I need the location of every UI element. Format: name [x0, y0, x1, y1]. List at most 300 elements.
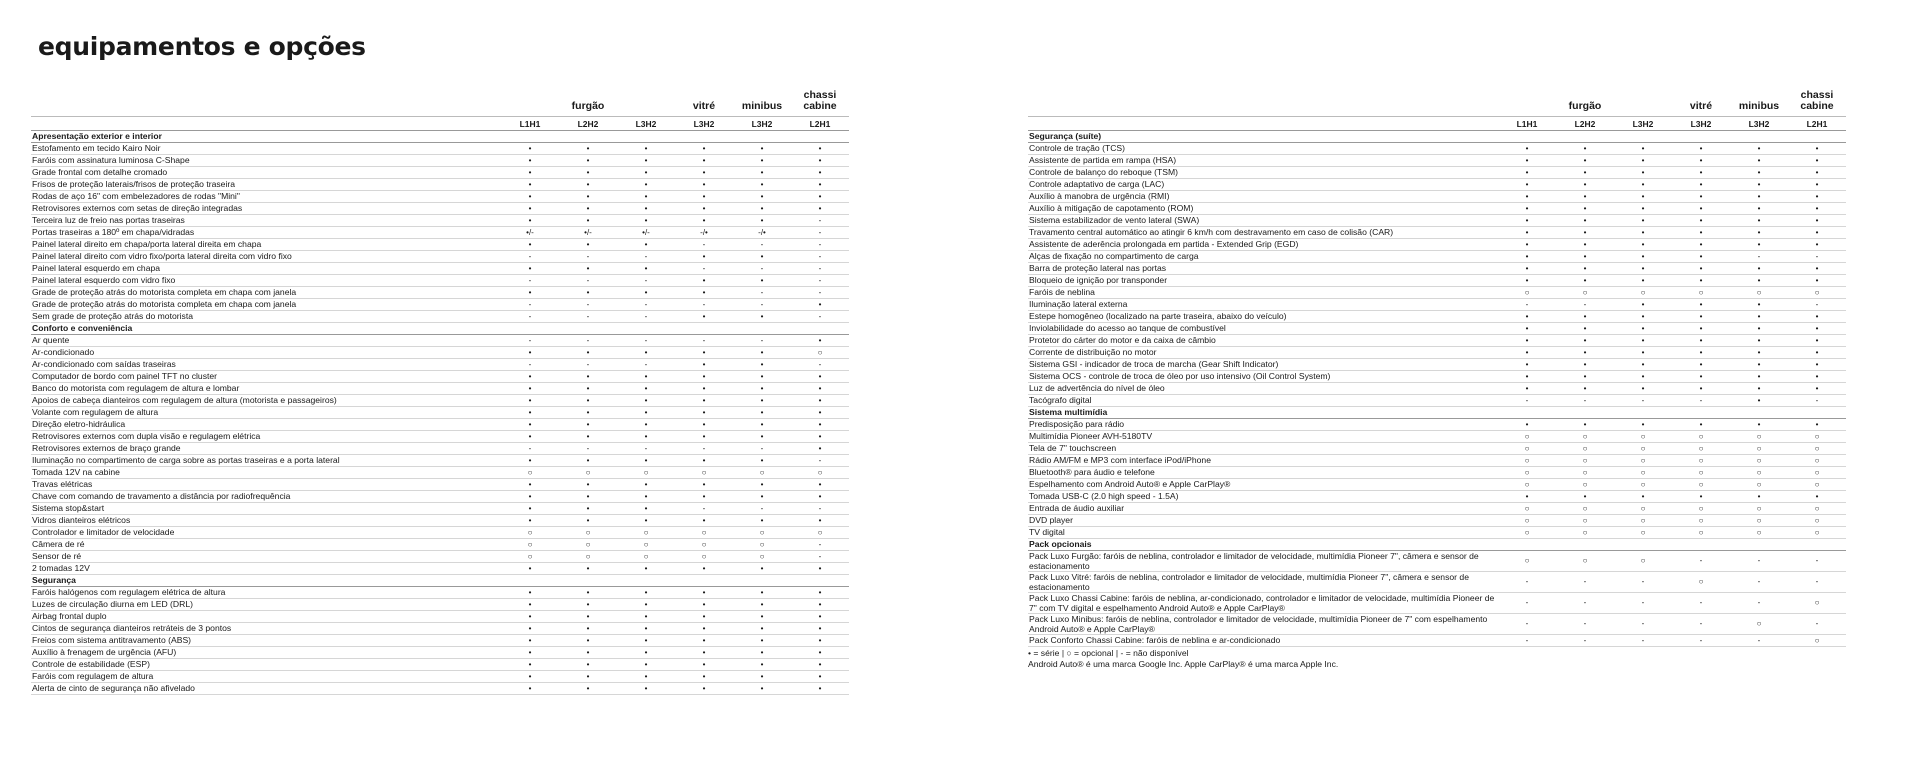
availability-cell: •: [617, 371, 675, 383]
availability-cell: ○: [1556, 287, 1614, 299]
table-row: [31, 647, 849, 659]
availability-cell: •: [559, 203, 617, 215]
availability-cell: -: [1614, 572, 1672, 593]
availability-cell: -: [791, 215, 849, 227]
availability-cell: •: [1788, 215, 1846, 227]
availability-cell: •: [791, 143, 849, 155]
availability-cell: •: [1788, 359, 1846, 371]
section-header-row: [31, 575, 849, 587]
availability-cell: ○: [791, 347, 849, 359]
availability-cell: •: [1614, 263, 1672, 275]
version-code: L3H2: [1672, 117, 1730, 131]
availability-cell: ○: [501, 539, 559, 551]
group-header-chassi-cabine: chassi cabine: [1800, 89, 1834, 112]
availability-cell: •: [675, 167, 733, 179]
version-code: L3H2: [733, 117, 791, 131]
availability-cell: ○: [1556, 479, 1614, 491]
availability-cell: ○: [617, 467, 675, 479]
table-row: [31, 155, 849, 167]
availability-cell: •: [733, 599, 791, 611]
availability-cell: •: [1556, 191, 1614, 203]
availability-cell: •: [675, 455, 733, 467]
availability-cell: ○: [1730, 443, 1788, 455]
availability-cell: ○: [501, 467, 559, 479]
availability-cell: •: [1672, 251, 1730, 263]
availability-cell: •: [733, 491, 791, 503]
availability-cell: •/-: [617, 227, 675, 239]
availability-cell: •: [1556, 215, 1614, 227]
availability-cell: •: [733, 635, 791, 647]
availability-cell: ○: [1498, 551, 1556, 572]
availability-cell: ○: [1730, 431, 1788, 443]
section-title: Segurança (suíte): [1028, 131, 1846, 143]
table-row: [1028, 419, 1846, 431]
feature-label: Terceira luz de freio nas portas traseiras: [31, 215, 501, 227]
availability-cell: ○: [675, 527, 733, 539]
availability-cell: -: [675, 239, 733, 251]
availability-cell: -: [501, 335, 559, 347]
table-row: [31, 143, 849, 155]
availability-cell: •: [675, 155, 733, 167]
feature-label: DVD player: [1028, 515, 1498, 527]
availability-cell: •: [501, 179, 559, 191]
availability-cell: -: [1556, 593, 1614, 614]
section-header-row: [31, 323, 849, 335]
availability-cell: •: [791, 683, 849, 695]
availability-cell: •: [617, 143, 675, 155]
availability-cell: •: [733, 395, 791, 407]
availability-cell: •: [791, 623, 849, 635]
availability-cell: •: [1672, 383, 1730, 395]
availability-cell: ○: [559, 527, 617, 539]
availability-cell: •: [1730, 179, 1788, 191]
availability-cell: •: [501, 419, 559, 431]
availability-cell: ○: [1614, 443, 1672, 455]
availability-cell: •: [617, 179, 675, 191]
availability-cell: •: [1672, 311, 1730, 323]
availability-cell: •: [1614, 419, 1672, 431]
availability-cell: -: [1498, 572, 1556, 593]
availability-cell: -: [791, 539, 849, 551]
availability-cell: ○: [1556, 551, 1614, 572]
feature-label: Corrente de distribuição no motor: [1028, 347, 1498, 359]
availability-cell: ○: [733, 467, 791, 479]
availability-cell: •: [675, 143, 733, 155]
availability-cell: ○: [1498, 431, 1556, 443]
version-code: L3H2: [1614, 117, 1672, 131]
availability-cell: -: [1730, 635, 1788, 647]
feature-label: Sistema GSI - indicador de troca de marcha (Gear Shift Indicator): [1028, 359, 1498, 371]
availability-cell: ○: [1498, 515, 1556, 527]
section-header-row: [1028, 407, 1846, 419]
availability-cell: -: [617, 275, 675, 287]
availability-cell: •: [617, 407, 675, 419]
availability-cell: •: [1788, 323, 1846, 335]
availability-cell: -: [1498, 299, 1556, 311]
version-code: L2H2: [559, 117, 617, 131]
availability-cell: •: [1556, 179, 1614, 191]
availability-cell: •: [559, 683, 617, 695]
availability-cell: •: [501, 659, 559, 671]
availability-cell: •: [1788, 383, 1846, 395]
availability-cell: •: [733, 419, 791, 431]
availability-cell: -: [1730, 593, 1788, 614]
table-row: [1028, 323, 1846, 335]
table-row: [31, 371, 849, 383]
availability-cell: ○: [1788, 503, 1846, 515]
availability-cell: •: [1498, 275, 1556, 287]
availability-cell: •: [1730, 143, 1788, 155]
availability-cell: •: [791, 587, 849, 599]
availability-cell: •: [1788, 143, 1846, 155]
availability-cell: -: [617, 359, 675, 371]
availability-cell: -: [559, 311, 617, 323]
availability-cell: •: [675, 635, 733, 647]
section-header-row: [31, 131, 849, 143]
availability-cell: •: [791, 563, 849, 575]
availability-cell: •: [501, 503, 559, 515]
table-row: [31, 599, 849, 611]
availability-cell: •: [675, 215, 733, 227]
availability-cell: -: [733, 335, 791, 347]
table-row: [31, 227, 849, 239]
availability-cell: •: [733, 659, 791, 671]
availability-cell: •: [1730, 311, 1788, 323]
feature-label: Retrovisores externos com setas de direção integradas: [31, 203, 501, 215]
availability-cell: •: [1556, 383, 1614, 395]
availability-cell: -: [1498, 593, 1556, 614]
availability-cell: -: [1556, 299, 1614, 311]
availability-cell: •: [1788, 167, 1846, 179]
availability-cell: ○: [1614, 515, 1672, 527]
availability-cell: •: [617, 395, 675, 407]
availability-cell: -: [1672, 635, 1730, 647]
availability-cell: ○: [1788, 515, 1846, 527]
availability-cell: •: [1614, 251, 1672, 263]
availability-cell: •: [675, 395, 733, 407]
group-header-furgao: furgão: [571, 100, 605, 112]
availability-cell: •: [1498, 191, 1556, 203]
availability-cell: •: [1614, 215, 1672, 227]
availability-cell: •: [559, 143, 617, 155]
table-row: [1028, 287, 1846, 299]
availability-cell: •: [1730, 323, 1788, 335]
availability-cell: •: [559, 611, 617, 623]
availability-cell: •: [617, 503, 675, 515]
availability-cell: -: [617, 299, 675, 311]
availability-cell: •: [559, 491, 617, 503]
availability-cell: •: [675, 623, 733, 635]
table-row: [1028, 203, 1846, 215]
availability-cell: ○: [733, 527, 791, 539]
availability-cell: •: [733, 179, 791, 191]
availability-cell: •: [733, 371, 791, 383]
feature-label: Inviolabilidade do acesso ao tanque de combustível: [1028, 323, 1498, 335]
availability-cell: •: [559, 563, 617, 575]
availability-cell: •: [559, 191, 617, 203]
availability-cell: -: [1672, 593, 1730, 614]
availability-cell: •: [1556, 275, 1614, 287]
section-header-row: [1028, 539, 1846, 551]
availability-cell: •: [1498, 203, 1556, 215]
table-row: [1028, 593, 1846, 614]
table-row: [31, 467, 849, 479]
availability-cell: •: [675, 287, 733, 299]
feature-label: Assistente de partida em rampa (HSA): [1028, 155, 1498, 167]
table-row: [31, 539, 849, 551]
feature-label: Assistente de aderência prolongada em partida - Extended Grip (EGD): [1028, 239, 1498, 251]
availability-cell: •: [617, 419, 675, 431]
version-code: L1H1: [1498, 117, 1556, 131]
availability-cell: •: [1672, 491, 1730, 503]
availability-cell: ○: [1556, 455, 1614, 467]
availability-cell: •: [1498, 215, 1556, 227]
availability-cell: •: [675, 407, 733, 419]
availability-cell: •: [1556, 143, 1614, 155]
table-row: [1028, 155, 1846, 167]
table-row: [31, 491, 849, 503]
availability-cell: •: [501, 395, 559, 407]
availability-cell: -: [501, 359, 559, 371]
feature-label: Ar quente: [31, 335, 501, 347]
availability-cell: •: [733, 515, 791, 527]
availability-cell: •: [1730, 215, 1788, 227]
availability-cell: •: [559, 587, 617, 599]
availability-cell: •: [675, 383, 733, 395]
section-title: Apresentação exterior e interior: [31, 131, 849, 143]
feature-label: Banco do motorista com regulagem de altura e lombar: [31, 383, 501, 395]
availability-cell: •: [617, 623, 675, 635]
availability-cell: •: [791, 299, 849, 311]
section-title: Sistema multimídia: [1028, 407, 1846, 419]
availability-cell: •: [1788, 179, 1846, 191]
availability-cell: •: [675, 431, 733, 443]
availability-cell: •: [1556, 311, 1614, 323]
availability-cell: •: [501, 563, 559, 575]
availability-cell: •: [1730, 347, 1788, 359]
availability-cell: -: [617, 443, 675, 455]
table-row: [31, 179, 849, 191]
feature-label: Pack Luxo Minibus: faróis de neblina, controlador e limitador de velocidade, multimídia Pioneer de 7" com espelhamento Android Auto® e Apple CarPlay®: [1028, 614, 1498, 635]
table-row: [31, 251, 849, 263]
availability-cell: -: [1498, 614, 1556, 635]
availability-cell: -: [1672, 614, 1730, 635]
availability-cell: -: [1614, 395, 1672, 407]
feature-label: Faróis com assinatura luminosa C-Shape: [31, 155, 501, 167]
feature-label: Painel lateral direito em chapa/porta lateral direita em chapa: [31, 239, 501, 251]
feature-label: Iluminação lateral externa: [1028, 299, 1498, 311]
availability-cell: •/-: [559, 227, 617, 239]
availability-cell: •: [559, 623, 617, 635]
table-row: [1028, 143, 1846, 155]
availability-cell: -: [1556, 572, 1614, 593]
availability-cell: •: [733, 587, 791, 599]
availability-cell: •: [559, 671, 617, 683]
availability-cell: -: [791, 227, 849, 239]
right-equipment-table: [1028, 82, 1834, 647]
availability-cell: •: [1614, 143, 1672, 155]
table-row: [1028, 311, 1846, 323]
availability-cell: •: [1672, 227, 1730, 239]
availability-cell: •: [1672, 323, 1730, 335]
availability-cell: •: [675, 251, 733, 263]
availability-cell: ○: [1614, 467, 1672, 479]
availability-cell: •: [559, 419, 617, 431]
availability-cell: •: [617, 155, 675, 167]
availability-cell: •: [1614, 191, 1672, 203]
availability-cell: •: [733, 311, 791, 323]
group-header-chassi-cabine: chassi cabine: [803, 89, 837, 112]
feature-label: Controle de estabilidade (ESP): [31, 659, 501, 671]
feature-label: Câmera de ré: [31, 539, 501, 551]
availability-cell: ○: [617, 539, 675, 551]
availability-cell: ○: [1614, 551, 1672, 572]
availability-cell: •: [675, 311, 733, 323]
availability-cell: •: [617, 455, 675, 467]
availability-cell: ○: [1614, 479, 1672, 491]
availability-cell: -: [1788, 251, 1846, 263]
availability-cell: •: [1788, 335, 1846, 347]
availability-cell: ○: [559, 551, 617, 563]
legend: [1028, 648, 1338, 670]
code-header-row: [1028, 117, 1846, 131]
availability-cell: ○: [1614, 287, 1672, 299]
availability-cell: •: [1788, 347, 1846, 359]
availability-cell: •/-: [501, 227, 559, 239]
table-row: [1028, 527, 1846, 539]
availability-cell: •: [733, 383, 791, 395]
table-row: [1028, 227, 1846, 239]
availability-cell: •: [1672, 155, 1730, 167]
availability-cell: •: [1730, 383, 1788, 395]
availability-cell: •: [501, 287, 559, 299]
availability-cell: •: [617, 431, 675, 443]
table-row: [1028, 614, 1846, 635]
availability-cell: •: [501, 635, 559, 647]
availability-cell: •: [733, 683, 791, 695]
table-row: [1028, 335, 1846, 347]
availability-cell: •: [1788, 311, 1846, 323]
availability-cell: •: [675, 347, 733, 359]
table-row: [1028, 251, 1846, 263]
availability-cell: •: [1614, 227, 1672, 239]
feature-label: Pack Luxo Vitré: faróis de neblina, controlador e limitador de velocidade, multimídia Pioneer 7", câmera e sensor de estacionamento: [1028, 572, 1498, 593]
table-row: [31, 671, 849, 683]
feature-label: Tomada 12V na cabine: [31, 467, 501, 479]
feature-label: Sistema estabilizador de vento lateral (SWA): [1028, 215, 1498, 227]
availability-cell: •: [733, 275, 791, 287]
page-title: equipamentos e opções: [38, 32, 366, 61]
availability-cell: •: [559, 287, 617, 299]
availability-cell: •: [791, 335, 849, 347]
feature-label: Luz de advertência do nível de óleo: [1028, 383, 1498, 395]
section-title: Pack opcionais: [1028, 539, 1846, 551]
table-row: [1028, 503, 1846, 515]
availability-cell: •: [1788, 227, 1846, 239]
availability-cell: •: [675, 515, 733, 527]
availability-cell: •: [1672, 347, 1730, 359]
availability-cell: •: [1788, 191, 1846, 203]
feature-label: 2 tomadas 12V: [31, 563, 501, 575]
availability-cell: •: [501, 347, 559, 359]
availability-cell: ○: [1498, 455, 1556, 467]
availability-cell: ○: [1730, 527, 1788, 539]
feature-label: Espelhamento com Android Auto® e Apple CarPlay®: [1028, 479, 1498, 491]
availability-cell: -: [501, 443, 559, 455]
availability-cell: •: [733, 671, 791, 683]
availability-cell: -: [791, 275, 849, 287]
availability-cell: •: [617, 263, 675, 275]
availability-cell: •: [1498, 263, 1556, 275]
feature-label: Vidros dianteiros elétricos: [31, 515, 501, 527]
group-header-row: [1028, 82, 1846, 117]
availability-cell: •: [1556, 491, 1614, 503]
legend-trademarks: Android Auto® é uma marca Google Inc. Apple CarPlay® é uma marca Apple Inc.: [1028, 659, 1339, 669]
availability-cell: -: [501, 299, 559, 311]
availability-cell: •: [1788, 203, 1846, 215]
feature-label: Iluminação no compartimento de carga sobre as portas traseiras e a porta lateral: [31, 455, 501, 467]
availability-cell: •: [1788, 371, 1846, 383]
availability-cell: ○: [1498, 443, 1556, 455]
availability-cell: -: [1788, 614, 1846, 635]
availability-cell: •: [1556, 227, 1614, 239]
feature-label: Pack Luxo Chassi Cabine: faróis de neblina, ar-condicionado, controlador e limitador de velocidade, multimídia Pioneer de 7" com TV digital e espelhamento Android Auto® e Apple CarPlay®: [1028, 593, 1498, 614]
feature-label: Grade de proteção atrás do motorista completa em chapa com janela: [31, 299, 501, 311]
availability-cell: •: [1788, 275, 1846, 287]
availability-cell: ○: [617, 527, 675, 539]
availability-cell: •: [733, 167, 791, 179]
availability-cell: ○: [1788, 527, 1846, 539]
table-row: [31, 515, 849, 527]
availability-cell: •: [1730, 227, 1788, 239]
availability-cell: ○: [1672, 287, 1730, 299]
availability-cell: ○: [1672, 527, 1730, 539]
availability-cell: •: [501, 215, 559, 227]
availability-cell: •: [675, 479, 733, 491]
feature-label: Predisposição para rádio: [1028, 419, 1498, 431]
availability-cell: -: [733, 287, 791, 299]
table-row: [31, 503, 849, 515]
feature-label: Rodas de aço 16" com embelezadores de rodas "Mini": [31, 191, 501, 203]
table-row: [31, 683, 849, 695]
availability-cell: -: [617, 311, 675, 323]
group-header-furgao: furgão: [1568, 100, 1602, 112]
feature-label: Sistema OCS - controle de troca de óleo por uso intensivo (Oil Control System): [1028, 371, 1498, 383]
availability-cell: -: [733, 263, 791, 275]
feature-label: Ar-condicionado com saídas traseiras: [31, 359, 501, 371]
availability-cell: •: [559, 215, 617, 227]
availability-cell: -: [791, 455, 849, 467]
availability-cell: •: [617, 659, 675, 671]
availability-cell: ○: [791, 467, 849, 479]
version-code: L3H2: [1730, 117, 1788, 131]
table-row: [31, 623, 849, 635]
table-row: [31, 359, 849, 371]
availability-cell: •: [617, 599, 675, 611]
availability-cell: •: [1672, 203, 1730, 215]
availability-cell: •: [1672, 419, 1730, 431]
availability-cell: •: [733, 563, 791, 575]
availability-cell: -: [559, 443, 617, 455]
feature-label: Protetor do cárter do motor e da caixa de câmbio: [1028, 335, 1498, 347]
availability-cell: •: [1730, 275, 1788, 287]
availability-cell: •: [1614, 179, 1672, 191]
availability-cell: -: [791, 551, 849, 563]
availability-cell: •: [1614, 383, 1672, 395]
availability-cell: •: [1730, 299, 1788, 311]
table-row: [31, 479, 849, 491]
table-row: [31, 275, 849, 287]
